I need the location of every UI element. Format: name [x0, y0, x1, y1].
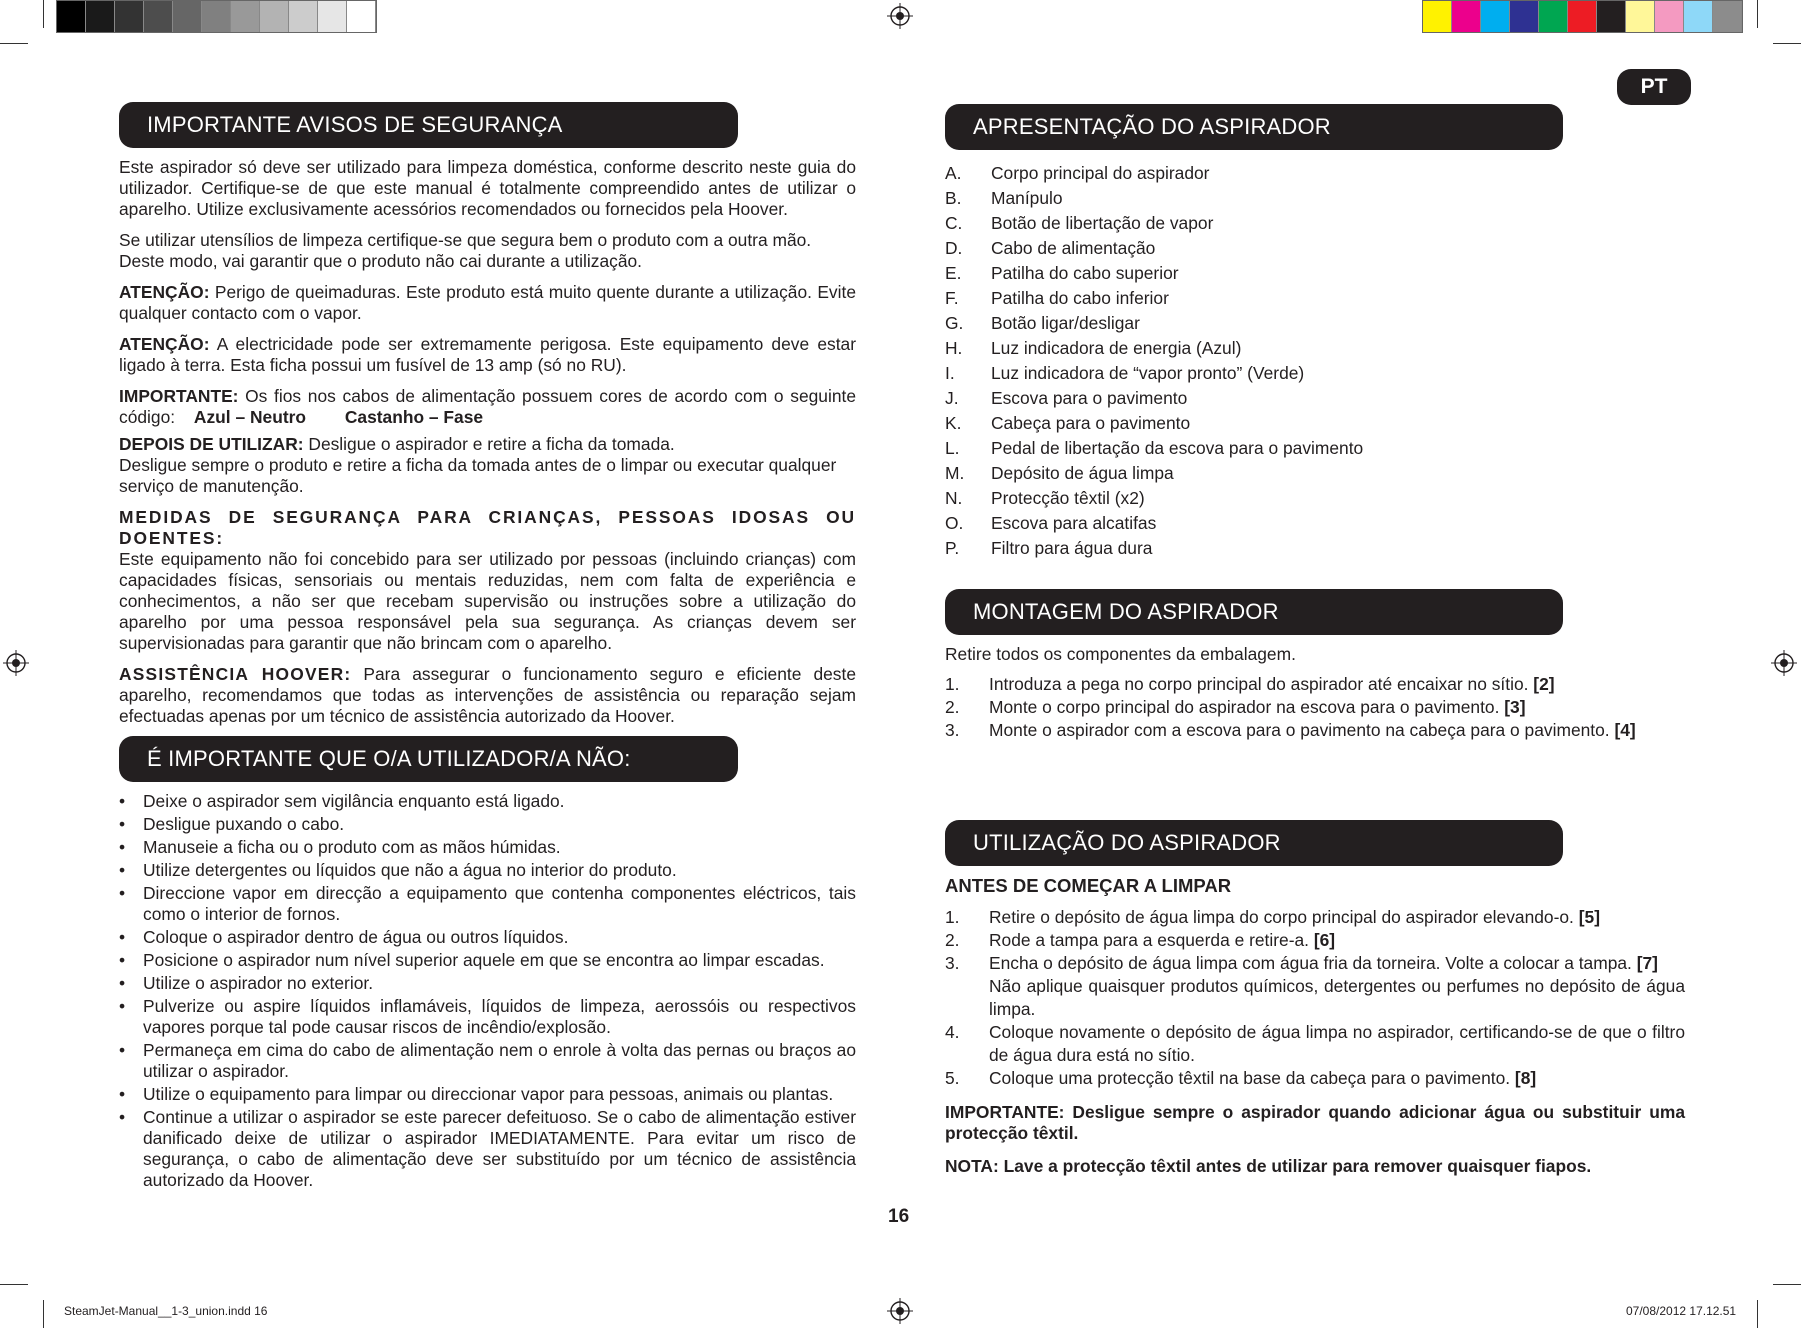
wash-note: NOTA: Lave a protecção têxtil antes de utilizar para remover quaisquer fiapos. — [945, 1156, 1592, 1176]
list-item — [119, 837, 856, 858]
color-swatch — [173, 1, 202, 32]
language-badge: PT — [1617, 69, 1691, 105]
step-number: 2. — [945, 697, 960, 717]
step-text — [989, 1021, 1685, 1067]
color-swatch — [1539, 1, 1568, 32]
step-number: 1. — [945, 907, 960, 927]
color-swatch — [1510, 1, 1539, 32]
color-swatch — [115, 1, 144, 32]
color-swatch — [1481, 1, 1510, 32]
part-letter: J. — [945, 388, 959, 408]
page-number: 16 — [888, 1206, 910, 1227]
list-item-text: Utilize detergentes ou líquidos que não a água no interior do produto. — [143, 860, 677, 880]
list-item-text: Utilize o aspirador no exterior. — [143, 973, 374, 993]
part-name: Botão ligar/desligar — [991, 313, 1140, 333]
list-item-text: Desligue puxando o cabo. — [143, 814, 345, 834]
color-swatch — [1452, 1, 1481, 32]
step-text — [989, 673, 1685, 696]
list-item — [945, 161, 1685, 186]
list-item — [945, 486, 1685, 511]
crop-mark — [43, 1300, 44, 1328]
part-letter: C. — [945, 213, 963, 233]
color-swatch — [144, 1, 173, 32]
step-instruction: Retire o depósito de água limpa do corpo principal do aspirador elevando-o. — [989, 907, 1579, 927]
bullet-mark: • — [119, 860, 126, 880]
list-item — [945, 211, 1685, 236]
part-name: Cabo de alimentação — [991, 238, 1156, 258]
step-number: 4. — [945, 1022, 960, 1042]
list-item-text: Pulverize ou aspire líquidos inflamáveis, líquidos de limpeza, aerossóis ou respectivos vapores porque tal pode causar riscos de incêndio/explosão. — [143, 996, 856, 1037]
list-item-text: Utilize o equipamento para limpar ou direccionar vapor para pessoas, animais ou plantas. — [143, 1084, 834, 1104]
list-item — [945, 236, 1685, 261]
list-item — [945, 361, 1685, 386]
section-heading-assembly: MONTAGEM DO ASPIRADOR — [945, 589, 1563, 635]
part-name: Protecção têxtil (x2) — [991, 488, 1145, 508]
part-name: Filtro para água dura — [991, 538, 1153, 558]
bullet-mark: • — [119, 883, 126, 903]
list-item-text: Deixe o aspirador sem vigilância enquanto está ligado. — [143, 791, 565, 811]
text: A electricidade pode ser extremamente perigosa. Este equipamento deve estar ligado à terra. Esta ficha possui um fusível de 13 amp (só no RU). — [119, 334, 856, 375]
color-swatch — [260, 1, 289, 32]
wire-code-neutral: Azul – Neutro — [193, 407, 307, 427]
label-warning: ATENÇÃO: — [119, 334, 210, 354]
text: Para assegurar o funcionamento seguro e eficiente deste aparelho, recomendamos que todas as intervenções de assistência ou reparação sejam efectuadas apenas por um técnico de assistência autorizado da Hoover. — [119, 664, 856, 726]
color-swatch — [1597, 1, 1626, 32]
paragraph — [119, 282, 856, 324]
list-item — [119, 973, 856, 994]
bullet-mark: • — [119, 814, 126, 834]
part-letter: A. — [945, 163, 962, 183]
color-swatch — [1655, 1, 1684, 32]
list-item — [945, 261, 1685, 286]
color-swatch — [318, 1, 347, 32]
text: Desligue sempre o produto e retire a ficha da tomada antes de o limpar ou executar qualquer serviço de manutenção. — [119, 455, 837, 496]
list-item-text: Permaneça em cima do cabo de alimentação nem o enrole à volta das pernas ou braços ao utilizar o aspirador. — [143, 1040, 856, 1081]
part-name: Luz indicadora de energia (Azul) — [991, 338, 1242, 358]
list-item — [945, 511, 1685, 536]
crop-mark — [1773, 1284, 1801, 1285]
list-item — [119, 996, 856, 1038]
figure-ref: [4] — [1614, 720, 1636, 740]
figure-ref: [2] — [1533, 674, 1555, 694]
paragraph — [119, 434, 856, 497]
step-instruction: Monte o aspirador com a escova para o pavimento na cabeça para o pavimento. — [989, 720, 1615, 740]
label-hoover-service: ASSISTÊNCIA HOOVER: — [119, 664, 352, 684]
crop-mark — [1757, 0, 1758, 28]
step-number: 3. — [945, 720, 960, 740]
bullet-mark: • — [119, 837, 126, 857]
color-swatch — [1684, 1, 1713, 32]
color-swatch — [202, 1, 231, 32]
important-note: IMPORTANTE: Desligue sempre o aspirador quando adicionar água ou substituir uma protecção têxtil. — [945, 1102, 1685, 1143]
crop-mark — [1757, 1300, 1758, 1328]
step-text — [989, 952, 1685, 1021]
part-letter: I. — [945, 363, 955, 383]
color-swatch — [57, 1, 86, 32]
color-swatch — [1423, 1, 1452, 32]
bullet-mark: • — [119, 973, 126, 993]
part-name: Patilha do cabo superior — [991, 263, 1179, 283]
step-text — [989, 719, 1685, 742]
part-name: Botão de libertação de vapor — [991, 213, 1214, 233]
section-heading-safety: IMPORTANTE AVISOS DE SEGURANÇA — [119, 102, 738, 148]
color-swatch-bar — [1422, 0, 1743, 33]
color-swatch — [289, 1, 318, 32]
list-item — [945, 461, 1685, 486]
part-name: Pedal de libertação da escova para o pavimento — [991, 438, 1364, 458]
paragraph-line: Deste modo, vai garantir que o produto não cai durante a utilização. — [119, 251, 643, 271]
subheading-before-cleaning: ANTES DE COMEÇAR A LIMPAR — [945, 875, 1232, 896]
assembly-block — [945, 644, 1685, 742]
bullet-mark: • — [119, 791, 126, 811]
list-item — [119, 791, 856, 812]
do-not-list — [119, 791, 856, 1191]
list-item — [945, 673, 1685, 696]
figure-ref: [6] — [1313, 930, 1336, 950]
list-item — [119, 860, 856, 881]
part-letter: E. — [945, 263, 962, 283]
paragraph — [119, 230, 856, 272]
section-heading-usage: UTILIZAÇÃO DO ASPIRADOR — [945, 820, 1563, 866]
list-item — [945, 1067, 1685, 1090]
list-item — [119, 814, 856, 835]
figure-ref: [8] — [1514, 1068, 1537, 1088]
gray-swatch-bar — [56, 0, 377, 33]
list-item — [945, 906, 1685, 929]
section-heading-do-not: É IMPORTANTE QUE O/A UTILIZADOR/A NÃO: — [119, 736, 738, 782]
part-letter: N. — [945, 488, 963, 508]
part-letter: H. — [945, 338, 963, 358]
list-item-text: Direccione vapor em direcção a equipamento que contenha componentes eléctricos, tais como o interior de fornos. — [143, 883, 856, 924]
text: Os fios nos cabos de alimentação possuem cores de acordo com o seguinte código: — [119, 386, 856, 427]
registration-mark-icon — [3, 650, 29, 676]
part-letter: B. — [945, 188, 962, 208]
bullet-mark: • — [119, 950, 126, 970]
step-instruction: Introduza a pega no corpo principal do aspirador até encaixar no sítio. — [989, 674, 1534, 694]
registration-mark-icon — [887, 3, 913, 29]
assembly-steps — [945, 673, 1685, 742]
safety-text-block — [119, 157, 856, 737]
bullet-mark: • — [119, 1107, 126, 1127]
list-item-text: Posicione o aspirador num nível superior aquele em que se encontra ao limpar escadas. — [143, 950, 825, 970]
step-instruction: Coloque uma protecção têxtil na base da cabeça para o pavimento. — [989, 1068, 1515, 1088]
list-item — [119, 883, 856, 925]
wire-code-phase: Castanho – Fase — [344, 407, 484, 427]
paragraph — [119, 507, 856, 654]
color-swatch — [1713, 1, 1742, 32]
color-swatch — [86, 1, 115, 32]
step-instruction: Encha o depósito de água limpa com água fria da torneira. Volte a colocar a tampa. — [989, 953, 1637, 973]
list-item — [945, 929, 1685, 952]
text: Perigo de queimaduras. Este produto está muito quente durante a utilização. Evite qualquer contacto com o vapor. — [119, 282, 856, 323]
bullet-mark: • — [119, 996, 126, 1016]
parts-list-block — [945, 161, 1685, 561]
part-letter: M. — [945, 463, 965, 483]
part-name: Cabeça para o pavimento — [991, 413, 1191, 433]
do-not-list-block — [119, 791, 856, 1193]
part-letter: K. — [945, 413, 962, 433]
step-number: 3. — [945, 953, 960, 973]
list-item — [945, 411, 1685, 436]
figure-ref: [7] — [1636, 953, 1658, 973]
list-item — [119, 927, 856, 948]
list-item — [945, 311, 1685, 336]
label-children-safety: MEDIDAS DE SEGURANÇA PARA CRIANÇAS, PESSOAS IDOSAS OU DOENTES: — [119, 507, 856, 548]
registration-mark-icon — [887, 1298, 913, 1324]
part-name: Escova para o pavimento — [991, 388, 1188, 408]
list-item — [945, 696, 1685, 719]
list-item — [945, 336, 1685, 361]
list-item — [119, 950, 856, 971]
part-letter: O. — [945, 513, 964, 533]
color-swatch — [347, 1, 376, 32]
label-important: IMPORTANTE: — [119, 386, 239, 406]
footer-file-name: SteamJet-Manual__1-3_union.indd 16 — [64, 1304, 268, 1318]
part-letter: L. — [945, 438, 960, 458]
part-letter: G. — [945, 313, 964, 333]
paragraph — [119, 386, 856, 428]
crop-mark — [43, 0, 44, 28]
figure-ref: [5] — [1578, 907, 1600, 927]
list-item — [119, 1107, 856, 1191]
list-item — [945, 536, 1685, 561]
paragraph-line: Se utilizar utensílios de limpeza certifique-se que segura bem o produto com a outra mão. — [119, 230, 812, 250]
bullet-mark: • — [119, 1040, 126, 1060]
step-number: 1. — [945, 674, 960, 694]
text: Desligue o aspirador e retire a ficha da tomada. — [303, 434, 675, 454]
list-item — [945, 719, 1685, 742]
crop-mark — [0, 43, 28, 44]
color-swatch — [1568, 1, 1597, 32]
list-item — [945, 386, 1685, 411]
step-instruction: Coloque novamente o depósito de água limpa no aspirador, certificando-se de que o filtro de água dura está no sítio. — [989, 1022, 1685, 1065]
part-name: Manípulo — [991, 188, 1063, 208]
part-letter: D. — [945, 238, 963, 258]
part-name: Patilha do cabo inferior — [991, 288, 1169, 308]
part-name: Corpo principal do aspirador — [991, 163, 1210, 183]
paragraph: Este aspirador só deve ser utilizado para limpeza doméstica, conforme descrito neste guia do utilizador. Certifique-se de que este manual é totalmente compreendido antes de utilizar o aparelho. Utilize exclusivamente acessórios recomendados ou fornecidos pela Hoover. — [119, 157, 856, 219]
bullet-mark: • — [119, 1084, 126, 1104]
step-instruction: Rode a tampa para a esquerda e retire-a. — [989, 930, 1314, 950]
parts-list — [945, 161, 1685, 561]
color-swatch — [1626, 1, 1655, 32]
section-heading-overview: APRESENTAÇÃO DO ASPIRADOR — [945, 104, 1563, 150]
step-instruction: Monte o corpo principal do aspirador na escova para o pavimento. — [989, 697, 1505, 717]
step-number: 5. — [945, 1068, 960, 1088]
step-text — [989, 1067, 1685, 1090]
list-item-text: Coloque o aspirador dentro de água ou outros líquidos. — [143, 927, 569, 947]
list-item — [119, 1084, 856, 1105]
list-item — [945, 436, 1685, 461]
list-item — [945, 286, 1685, 311]
crop-mark — [0, 1284, 28, 1285]
list-item — [945, 952, 1685, 1021]
list-item — [119, 1040, 856, 1082]
paragraph — [119, 334, 856, 376]
list-item-text: Continue a utilizar o aspirador se este parecer defeituoso. Se o cabo de alimentação estiver danificado deixe de utilizar o aspirador IMEDIATAMENTE. Para evitar um risco de segurança, o cabo de alimentação deve ser substituído por um técnico de assistência autorizado da Hoover. — [143, 1107, 856, 1190]
label-after-use: DEPOIS DE UTILIZAR: — [119, 434, 304, 454]
part-letter: F. — [945, 288, 959, 308]
paragraph — [119, 664, 856, 727]
part-name: Luz indicadora de “vapor pronto” (Verde) — [991, 363, 1305, 383]
assembly-intro: Retire todos os componentes da embalagem. — [945, 644, 1296, 664]
part-name: Depósito de água limpa — [991, 463, 1174, 483]
step-text — [989, 929, 1685, 952]
registration-mark-icon — [1771, 650, 1797, 676]
figure-ref: [3] — [1504, 697, 1526, 717]
crop-mark — [1773, 43, 1801, 44]
text: Este equipamento não foi concebido para ser utilizado por pessoas (incluindo crianças) com capacidades físicas, sensoriais ou mentais reduzidas, nem com falta de experiência e conhecimentos, a não ser que recebam supervisão ou instruções sobre a utilização do aparelho por uma pessoa responsável pela sua segurança. As crianças devem ser supervisionadas para garantir que não brincam com o aparelho. — [119, 549, 856, 653]
step-text — [989, 696, 1685, 719]
step-number: 2. — [945, 930, 960, 950]
list-item — [945, 186, 1685, 211]
list-item — [945, 1021, 1685, 1067]
list-item-text: Manuseie a ficha ou o produto com as mãos húmidas. — [143, 837, 561, 857]
color-swatch — [231, 1, 260, 32]
part-name: Escova para alcatifas — [991, 513, 1157, 533]
footer-date: 07/08/2012 17.12.51 — [1626, 1304, 1737, 1318]
bullet-mark: • — [119, 927, 126, 947]
part-letter: P. — [945, 538, 960, 558]
label-warning: ATENÇÃO: — [119, 282, 210, 302]
usage-steps — [945, 906, 1685, 1090]
step-note: Não aplique quaisquer produtos químicos, detergentes ou perfumes no depósito de água limpa. — [989, 976, 1685, 1019]
step-text — [989, 906, 1685, 929]
usage-block — [945, 875, 1685, 1187]
